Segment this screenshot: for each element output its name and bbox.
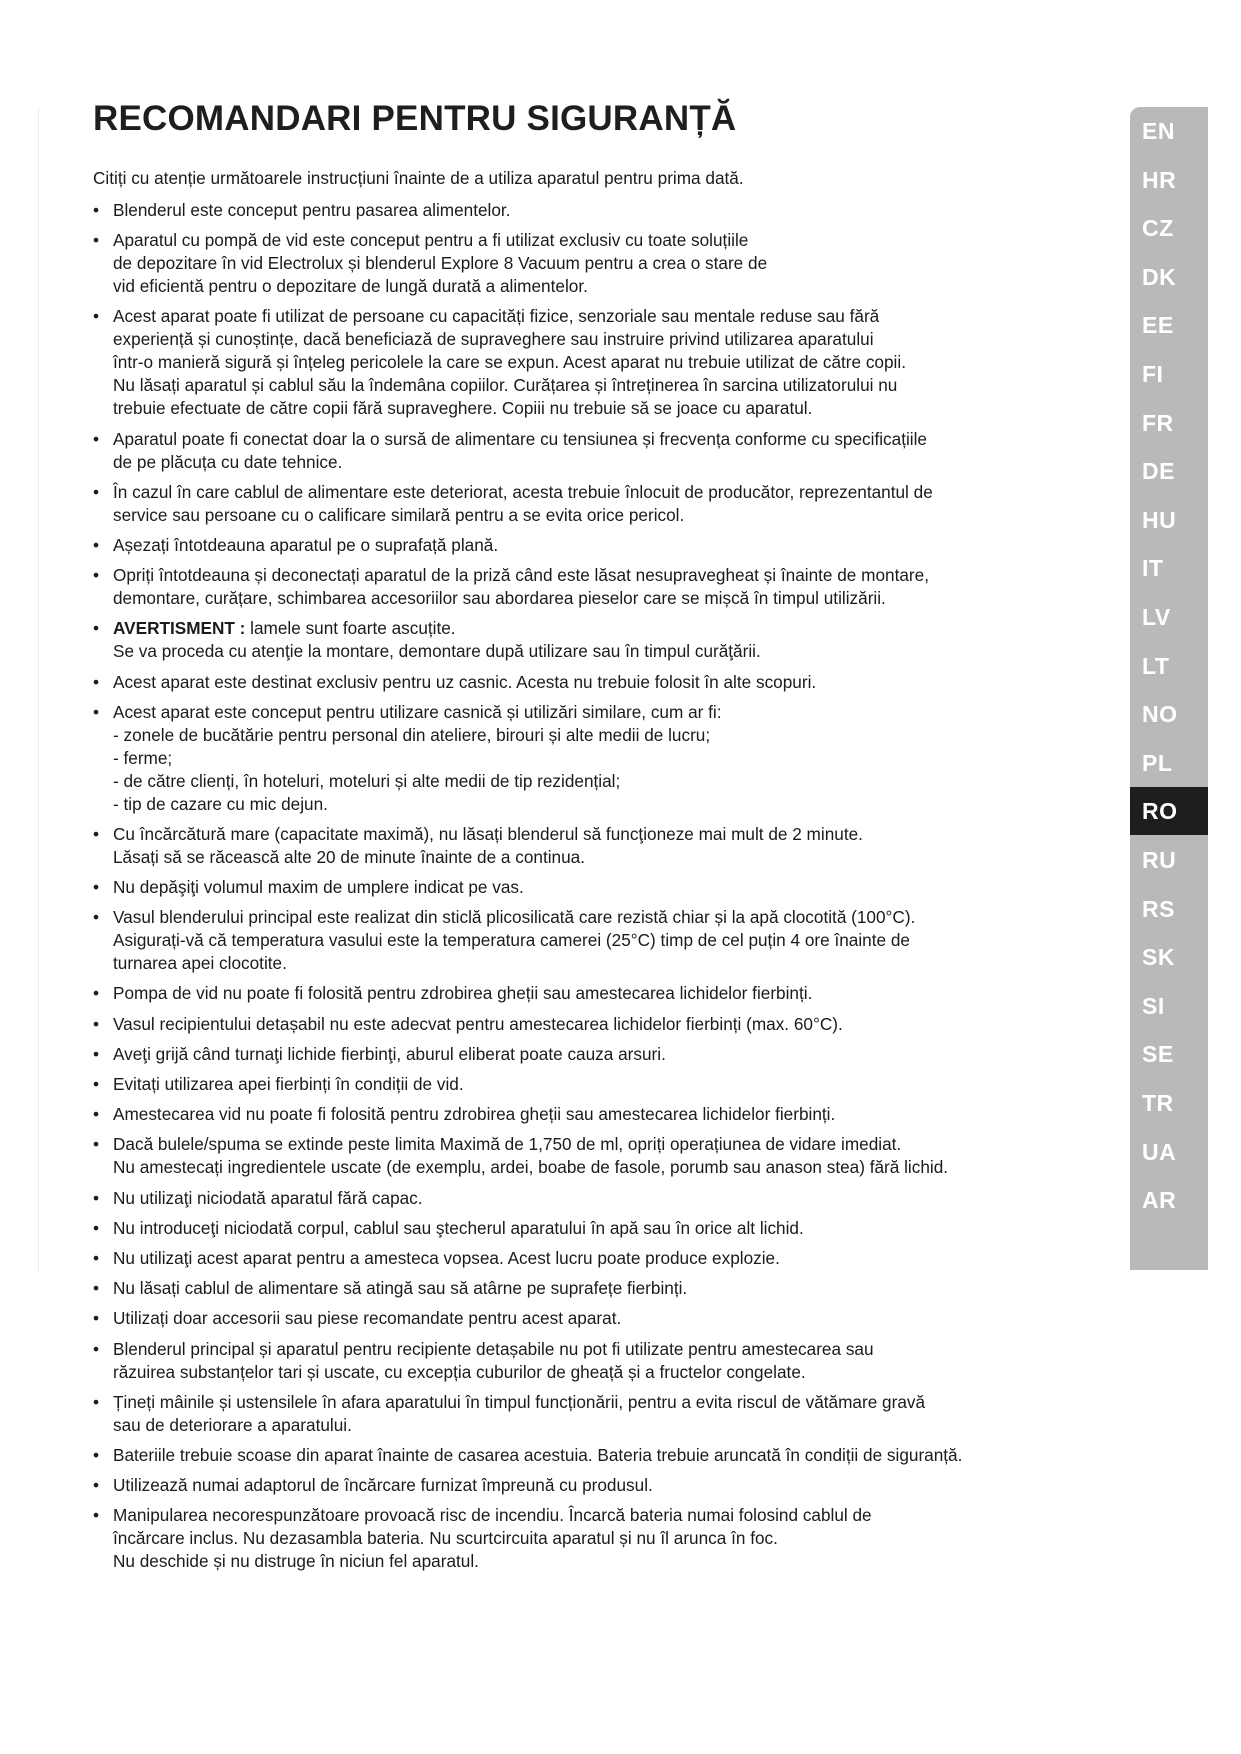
bullet-marker: • [93, 823, 100, 844]
item-text-line: Manipularea necorespunzătoare provoacă risc de incendiu. Încarcă bateria numai folosind cablul de [113, 1505, 872, 1526]
bullet-marker: • [93, 230, 100, 251]
item-text-line: Acest aparat poate fi utilizat de persoane cu capacități fizice, senzoriale sau mentale reduse sau fără [113, 306, 880, 327]
safety-list-item [93, 1391, 1083, 1437]
page-edge-divider [38, 107, 39, 1272]
safety-list-item [93, 1504, 1083, 1573]
item-text-line: Aparatul cu pompă de vid este conceput pentru a fi utilizat exclusiv cu toate soluțiile [113, 230, 749, 251]
bullet-marker: • [93, 671, 100, 692]
safety-list-item [93, 1187, 1083, 1210]
language-tab-ro[interactable]: RO [1130, 787, 1208, 835]
item-text-line: Evitați utilizarea apei fierbinți în condiții de vid. [113, 1074, 464, 1094]
bullet-marker: • [93, 1074, 100, 1094]
item-text-line: răzuirea substanțelor tari și uscate, cu excepția cuburilor de gheață și a fructelor congelate. [113, 1361, 806, 1382]
language-tab-sk[interactable]: SK [1142, 944, 1175, 971]
item-text-line: Aparatul poate fi conectat doar la o sursă de alimentare cu tensiunea și frecvența conforme cu specificațiile [113, 428, 927, 449]
language-tab-se[interactable]: SE [1142, 1041, 1174, 1068]
bullet-marker: • [93, 1217, 100, 1238]
bullet-marker: • [93, 1338, 100, 1359]
safety-list-item [93, 701, 1083, 816]
language-tab-hr[interactable]: HR [1142, 166, 1177, 193]
safety-list-item [93, 1013, 1083, 1036]
safety-list-item [93, 617, 1083, 663]
item-text-line: Nu depăşiţi volumul maxim de umplere indicat pe vas. [113, 877, 524, 898]
safety-list-item [93, 906, 1083, 975]
item-text-line: Vasul recipientului detașabil nu este adecvat pentru amestecarea lichidelor fierbinți (max. 60°C). [113, 1013, 843, 1034]
item-text-line: într-o manieră sigură și înțeleg pericolele la care se expun. Acest aparat nu trebuie utilizat de către copii. [113, 352, 906, 373]
bullet-marker: • [93, 1391, 100, 1412]
language-tab-fr[interactable]: FR [1142, 409, 1174, 436]
safety-list-item [93, 1103, 1083, 1126]
language-tab-rs[interactable]: RS [1142, 895, 1175, 922]
bullet-marker: • [93, 701, 100, 722]
safety-list-item [93, 534, 1083, 557]
bullet-marker: • [93, 1278, 100, 1299]
bullet-marker: • [93, 306, 100, 327]
item-text-line: - de către clienți, în hoteluri, moteluri și alte medii de tip rezidențial; [113, 770, 621, 791]
language-tab-ar[interactable]: AR [1142, 1187, 1177, 1214]
language-tab-si[interactable]: SI [1142, 992, 1165, 1019]
safety-list-item [93, 1277, 1083, 1300]
item-text-line: încărcare inclus. Nu dezasambla bateria. Nu scurtcircuita aparatul și nu îl arunca în foc. [113, 1528, 778, 1549]
language-tab-de[interactable]: DE [1142, 458, 1175, 485]
language-tab-no[interactable]: NO [1142, 701, 1178, 728]
item-text-line: Nu lăsați aparatul și cablul său la îndemâna copiilor. Curățarea și întreținerea în sarcina utilizatorului nu [113, 375, 898, 396]
item-text-line: Pompa de vid nu poate fi folosită pentru zdrobirea gheții sau amestecarea lichidelor fierbinți. [113, 983, 813, 1004]
safety-list-item [93, 564, 1083, 610]
item-text-line: Nu introduceţi niciodată corpul, cablul sau ştecherul aparatului în apă sau în orice alt lichid. [113, 1217, 804, 1238]
language-tab-tr[interactable]: TR [1142, 1090, 1174, 1116]
safety-list-item [93, 229, 1083, 298]
item-text-line: - zonele de bucătărie pentru personal din ateliere, birouri și alte medii de lucru; [113, 724, 711, 745]
safety-list-item [93, 982, 1083, 1005]
item-text: lamele sunt foarte ascuțite. [245, 618, 456, 639]
item-text-line: Nu lăsați cablul de alimentare să atingă sau să atârne pe suprafețe fierbinți. [113, 1278, 688, 1299]
item-text-line: Acest aparat este conceput pentru utilizare casnică și utilizări similare, cum ar fi: [113, 701, 722, 722]
bullet-marker: • [93, 877, 100, 898]
safety-list-item [93, 1474, 1083, 1497]
safety-list-item [93, 1247, 1083, 1270]
item-text-line: de depozitare în vid Electrolux și blenderul Explore 8 Vacuum pentru a crea o stare de [113, 253, 768, 274]
language-tab-lt[interactable]: LT [1142, 652, 1170, 679]
bullet-marker: • [93, 1104, 100, 1125]
item-text-line: Se va proceda cu atenţie la montare, demontare după utilizare sau în timpul curăţării. [113, 641, 761, 662]
page-title: RECOMANDARI PENTRU SIGURANȚĂ [93, 99, 737, 138]
item-text-line: Nu utilizaţi niciodată aparatul fără capac. [113, 1187, 423, 1208]
safety-list-item [93, 671, 1083, 694]
bullet-marker: • [93, 200, 100, 220]
bullet-marker: • [93, 565, 100, 586]
safety-list-item [93, 199, 1083, 222]
safety-list-item [93, 1133, 1083, 1179]
item-text-line: Așezați întotdeauna aparatul pe o suprafață plană. [113, 534, 499, 555]
item-text-line: Opriți întotdeauna și deconectați aparatul de la priză când este lăsat nesupravegheat și înainte de montare, [113, 565, 929, 586]
bullet-marker: • [93, 1308, 100, 1329]
item-text-line: Utilizează numai adaptorul de încărcare furnizat împreună cu produsul. [113, 1475, 653, 1496]
item-text-line: Nu utilizaţi acest aparat pentru a amesteca vopsea. Acest lucru poate produce explozie. [113, 1247, 780, 1268]
language-tab-pl[interactable]: PL [1142, 749, 1173, 776]
item-text-line: de pe plăcuța cu date tehnice. [113, 451, 343, 472]
item-text-line: Nu deschide și nu distruge în niciun fel aparatul. [113, 1551, 479, 1572]
item-text-line: demontare, curățare, schimbarea accesoriilor sau abordarea pieselor care se mișcă în timpul utilizării. [113, 588, 886, 609]
safety-list-item [93, 876, 1083, 899]
safety-list-item [93, 1217, 1083, 1240]
item-text-line: service sau persoane cu o calificare similară pentru a se evita orice pericol. [113, 504, 685, 525]
safety-list-item [93, 1444, 1083, 1467]
language-tab-fi[interactable]: FI [1142, 361, 1164, 387]
bullet-marker: • [93, 1187, 100, 1208]
item-text-line: turnarea apei clocotite. [113, 953, 287, 974]
item-text-line: Amestecarea vid nu poate fi folosită pentru zdrobirea gheții sau amestecarea lichidelor fierbinți. [113, 1104, 836, 1125]
item-text-line [113, 617, 1083, 640]
safety-list-item [93, 481, 1083, 527]
safety-list-item [93, 823, 1083, 869]
language-tab-it[interactable]: IT [1142, 555, 1164, 582]
bullet-marker: • [93, 1013, 100, 1034]
bullet-marker: • [93, 1505, 100, 1526]
language-tab-hu[interactable]: HU [1142, 506, 1177, 533]
bullet-marker: • [93, 1134, 100, 1155]
item-text-line: Lăsați să se răcească alte 20 de minute înainte de a continua. [113, 846, 586, 867]
item-text-line: vid eficientă pentru o depozitare de lungă durată a alimentelor. [113, 276, 588, 297]
safety-list-item [93, 1307, 1083, 1330]
safety-list-item [93, 428, 1083, 474]
bullet-marker: • [93, 983, 100, 1004]
bullet-marker: • [93, 1475, 100, 1496]
language-tab-lv[interactable]: LV [1142, 604, 1171, 630]
item-text-line: Utilizați doar accesorii sau piese recomandate pentru acest aparat. [113, 1308, 622, 1329]
language-tab-en[interactable]: EN [1142, 118, 1175, 144]
bullet-marker: • [93, 1043, 100, 1064]
item-text-line: Blenderul este conceput pentru pasarea alimentelor. [113, 200, 511, 220]
language-tab-cz[interactable]: CZ [1142, 215, 1174, 242]
safety-list-item [93, 305, 1083, 420]
bullet-marker: • [93, 1247, 100, 1268]
item-text-line: Cu încărcătură mare (capacitate maximă), nu lăsați blenderul să funcţioneze mai mult de 2 minute. [113, 823, 863, 844]
language-tab-ru[interactable]: RU [1142, 847, 1177, 873]
safety-list-item [93, 1043, 1083, 1066]
item-text-line: Blenderul principal și aparatul pentru recipiente detașabile nu pot fi utilizate pentru amestecarea sau [113, 1338, 874, 1359]
item-text-line: Nu amestecați ingredientele uscate (de exemplu, ardei, boabe de fasole, porumb sau anason stea) fără lichid. [113, 1157, 949, 1178]
item-text-line: - tip de cazare cu mic dejun. [113, 793, 328, 814]
bullet-marker: • [93, 428, 100, 449]
item-text-line: sau de deteriorare a aparatului. [113, 1414, 352, 1435]
language-tab-dk[interactable]: DK [1142, 263, 1177, 290]
safety-recommendations-list [93, 199, 1083, 1580]
bullet-marker: • [93, 1444, 100, 1465]
warning-label: AVERTISMENT : [113, 618, 246, 639]
bullet-marker: • [93, 618, 100, 639]
intro-text: Citiți cu atenție următoarele instrucțiuni înainte de a utiliza aparatul pentru prima dată. [93, 168, 744, 188]
item-text-line: Aveţi grijă când turnaţi lichide fierbinţi, aburul eliberat poate cauza arsuri. [113, 1043, 666, 1064]
item-text-line: În cazul în care cablul de alimentare este deteriorat, acesta trebuie înlocuit de producător, reprezentantul de [113, 481, 933, 502]
item-text-line: Vasul blenderului principal este realizat din sticlă plicosilicată care rezistă chiar și la apă clocotită (100°C). [113, 907, 916, 928]
bullet-marker: • [93, 534, 100, 555]
safety-list-item [93, 1338, 1083, 1384]
item-text-line: - ferme; [113, 747, 173, 768]
item-text-line: experiență și cunoștințe, dacă beneficiază de supraveghere sau instruire privind utilizarea aparatului [113, 329, 874, 350]
bullet-marker: • [93, 481, 100, 502]
language-tab-ee[interactable]: EE [1142, 312, 1174, 339]
item-text-line: Dacă bulele/spuma se extinde peste limita Maximă de 1,750 de ml, opriți operațiunea de vidare imediat. [113, 1134, 902, 1155]
item-text-line: Bateriile trebuie scoase din aparat înainte de casarea acestuia. Bateria trebuie aruncată în condiții de siguranță. [113, 1444, 963, 1465]
item-text-line: Țineți mâinile și ustensilele în afara aparatului în timpul funcționării, pentru a evita riscul de vătămare gravă [113, 1391, 926, 1412]
item-text-line: Asigurați-vă că temperatura vasului este la temperatura camerei (25°C) timp de cel puțin 4 ore înainte de [113, 930, 910, 951]
item-text-line: Acest aparat este destinat exclusiv pentru uz casnic. Acesta nu trebuie folosit în alte scopuri. [113, 671, 817, 692]
safety-list-item [93, 1073, 1083, 1096]
bullet-marker: • [93, 907, 100, 928]
language-tab-ua[interactable]: UA [1142, 1138, 1177, 1165]
item-text-line: trebuie efectuate de către copii fără supraveghere. Copiii nu trebuie să se joace cu aparatul. [113, 398, 813, 419]
